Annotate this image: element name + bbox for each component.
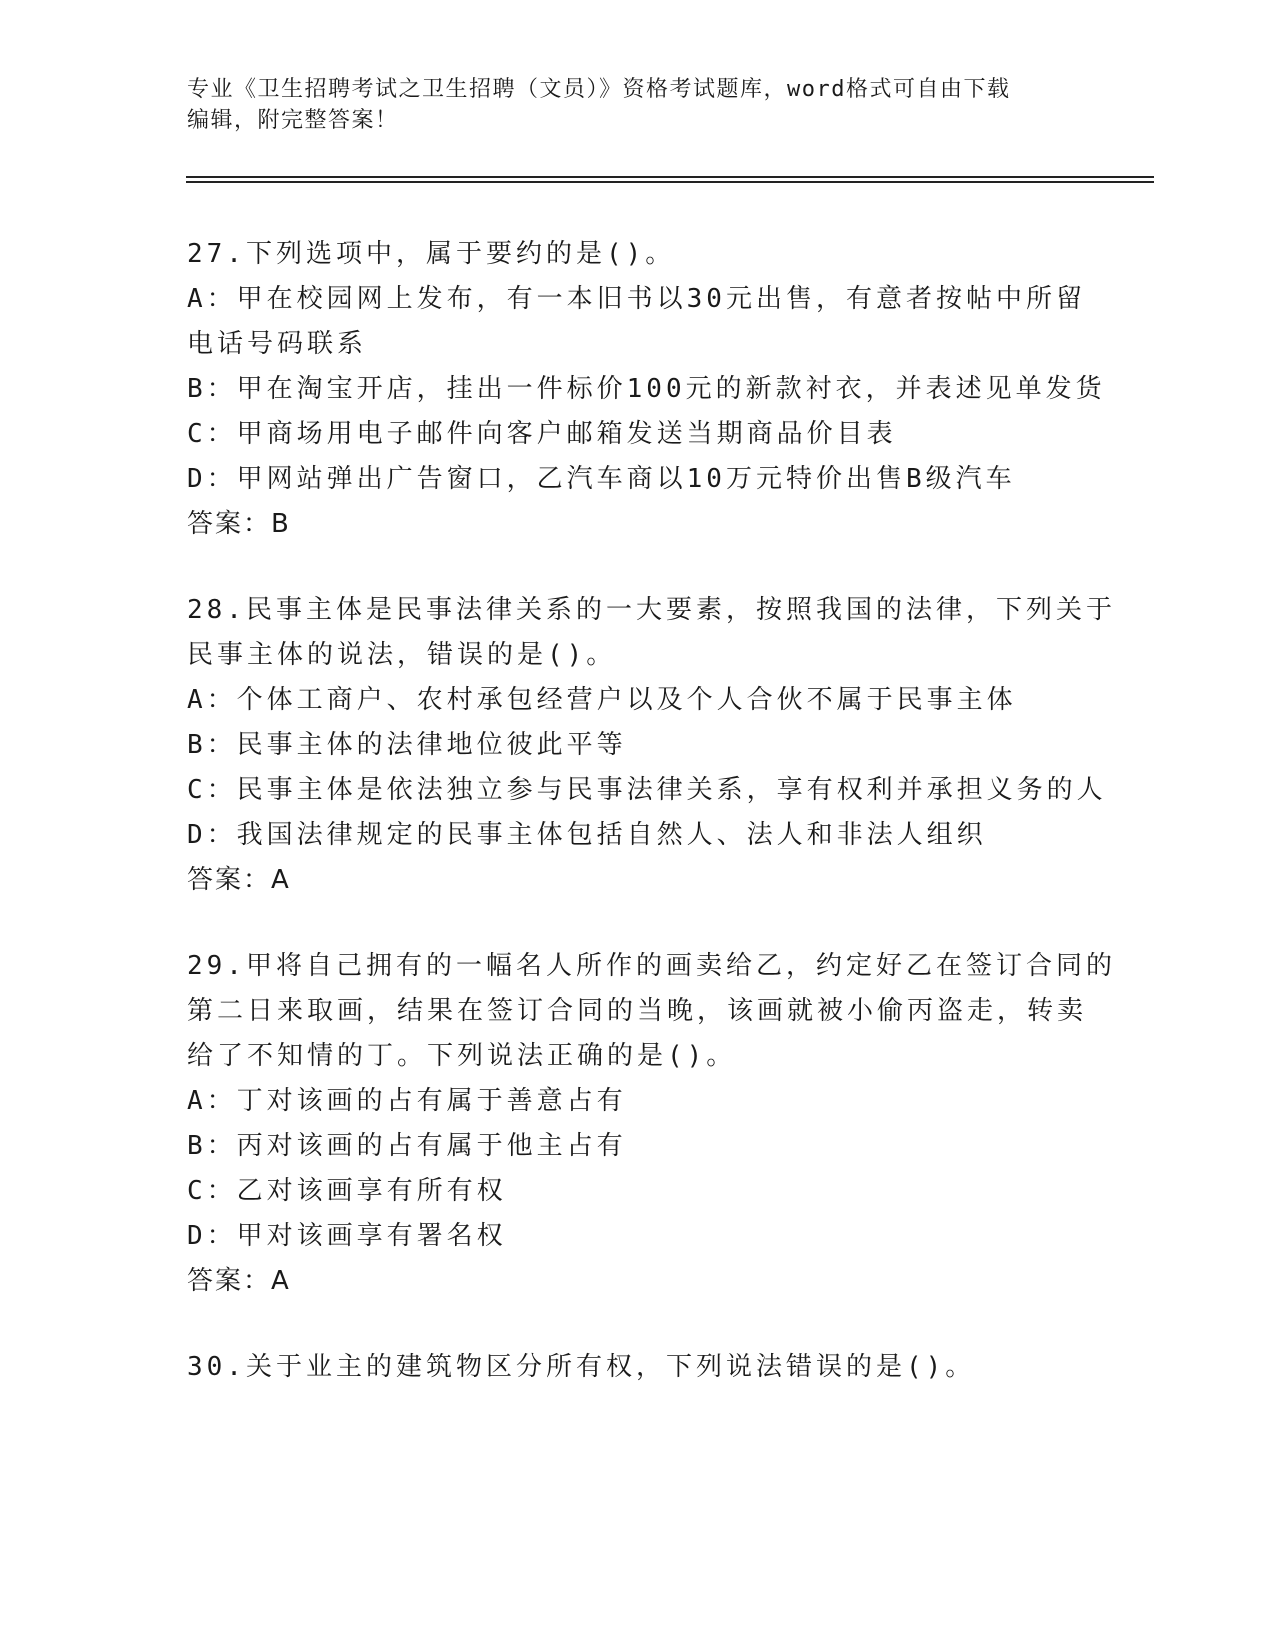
option-a-continued: 电话号码联系 [187,329,368,359]
header-divider-bottom [186,181,1154,183]
answer-label: 答案：A [187,1266,291,1296]
option-b: B：丙对该画的占有属于他主占有 [187,1131,627,1161]
option-d: D：甲网站弹出广告窗口，乙汽车商以10万元特价出售B级汽车 [187,464,1016,494]
option-c: C：乙对该画享有所有权 [187,1176,507,1206]
header-divider-top [186,176,1154,178]
question-27 [187,232,1106,547]
option-a: A：甲在校园网上发布，有一本旧书以30元出售，有意者按帖中所留 [187,284,1086,314]
question-stem: 28.民事主体是民事法律关系的一大要素，按照我国的法律，下列关于 [187,595,1116,625]
option-c: C：甲商场用电子邮件向客户邮箱发送当期商品价目表 [187,419,897,449]
question-stem: 29.甲将自己拥有的一幅名人所作的画卖给乙，约定好乙在签订合同的 [187,951,1116,981]
option-b: B：甲在淘宝开店，挂出一件标价100元的新款衬衣，并表述见单发货 [187,374,1106,404]
answer-label: 答案：B [187,509,291,539]
option-b: B：民事主体的法律地位彼此平等 [187,730,627,760]
option-d: D：甲对该画享有署名权 [187,1221,507,1251]
question-29 [187,944,1116,1304]
header-line-1: 专业《卫生招聘考试之卫生招聘（文员）》资格考试题库，word格式可自由下载 [187,77,1011,102]
header-line-2: 编辑，附完整答案！ [187,108,399,133]
question-28 [187,588,1116,903]
option-a: A：丁对该画的占有属于善意占有 [187,1086,627,1116]
option-d: D：我国法律规定的民事主体包括自然人、法人和非法人组织 [187,820,987,850]
document-header [187,74,1087,136]
question-stem-continued: 给了不知情的丁。下列说法正确的是()。 [187,1041,737,1071]
question-30 [187,1345,1087,1390]
question-stem: 30.关于业主的建筑物区分所有权，下列说法错误的是()。 [187,1352,976,1382]
question-list [187,232,1116,1431]
option-a: A：个体工商户、农村承包经营户以及个人合伙不属于民事主体 [187,685,1017,715]
question-stem: 27.下列选项中，属于要约的是()。 [187,239,676,269]
question-stem-continued: 第二日来取画，结果在签订合同的当晚，该画就被小偷丙盗走，转卖 [187,996,1088,1026]
option-c: C：民事主体是依法独立参与民事法律关系，享有权利并承担义务的人 [187,775,1107,805]
question-stem-continued: 民事主体的说法，错误的是()。 [187,640,617,670]
answer-label: 答案：A [187,865,291,895]
